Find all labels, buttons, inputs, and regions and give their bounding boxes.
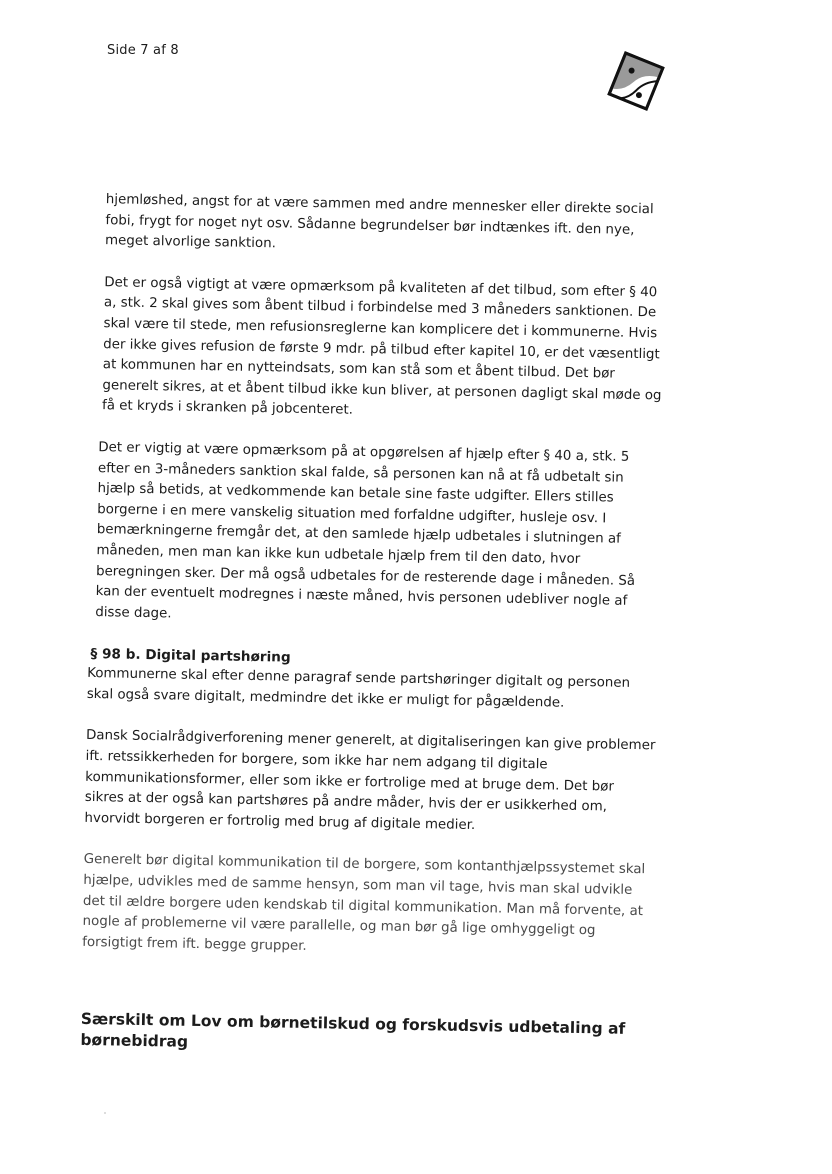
letter-body (80, 190, 666, 1062)
scan-speck (104, 1112, 106, 1114)
paragraph: Det er vigtig at være opmærksom på at opgørelsen af hjælp efter § 40 a, stk. 5 efter en 3-måneders sanktion skal falde, så personen kan nå at få udbetalt sin hjælp så betids, at vedkommende kan betale sine faste udgifter. Ellers stilles borgerne i en mere vanskelig situation med forfaldne udgifter, husleje osv. I bemærkningerne fremgår det, at den samlede hjælp udbetales i slutningen af måneden, men man kan ikke kun udbetale hjælp frem til den dato, hvor beregningen sker. Der må også udbetales for de resterende dage i måneden. Så kan der eventuelt modregnes i næste måned, hvis personen udebliver nogle af disse dage. (95, 440, 636, 622)
paragraph: Kommunerne skal efter denne paragraf sende partshøringer digitalt og personen skal også svare digitalt, medmindre det ikke er muligt for pågældende. (86, 666, 631, 711)
paragraph: Dansk Socialrådgiverforening mener generelt, at digitaliseringen kan give problemer ift. retssikkerheden for borgere, som ikke har nem adgang til digitale kommunikationsformer, eller som ikke er fortrolige med at bruge dem. Det bør sikres at der også kan partshøres på andre måder, hvis der er usikkerhed om, hvorvidt borgeren er fortrolig med brug af digitale medier. (84, 728, 656, 833)
paragraph: Det er også vigtigt at være opmærksom på kvaliteten af det tilbud, som efter § 40 a, stk. 2 skal gives som åbent tilbud i forbindelse med 3 måneders sanktionen. De skal være til stede, men refusionsreglerne kan komplicere det i kommunerne. Hvis der ikke gives refusion de første 9 mdr. på tilbud efter kapitel 10, er det væsentligt at kommunen har en nytteindsats, som kan stå som et åbent tilbud. Det bør generelt sikres, at et åbent tilbud ikke kun bliver, at personen dagligt skal møde og få et kryds i skranken på jobcenteret. (101, 274, 662, 419)
major-heading: Særskilt om Lov om børnetilskud og forskudsvis udbetaling af børnebidrag (80, 1010, 626, 1052)
paragraph: Generelt bør digital kommunikation til de borgere, som kontanthjælpssystemet skal hjælpe, udvikles med de samme hensyn, som man vil tage, hvis man skal udvikle det til ældre borgere uden kendskab til digital kommunikation. Man må forvente, at nogle af problemerne vil være parallelle, og man bør gå lige omhyggeligt og forsigtigt frem ift. begge grupper. (82, 852, 646, 954)
paragraph: hjemløshed, angst for at være sammen med andre mennesker eller direkte social fobi, frygt for noget nyt osv. Sådanne begrundelser bør indtænkes ift. den nye, meget alvorlige sanktion. (104, 192, 654, 252)
organization-logo-icon (604, 49, 668, 113)
section-heading: § 98 b. Digital partshøring (90, 646, 291, 666)
page-number: Side 7 af 8 (107, 43, 179, 58)
